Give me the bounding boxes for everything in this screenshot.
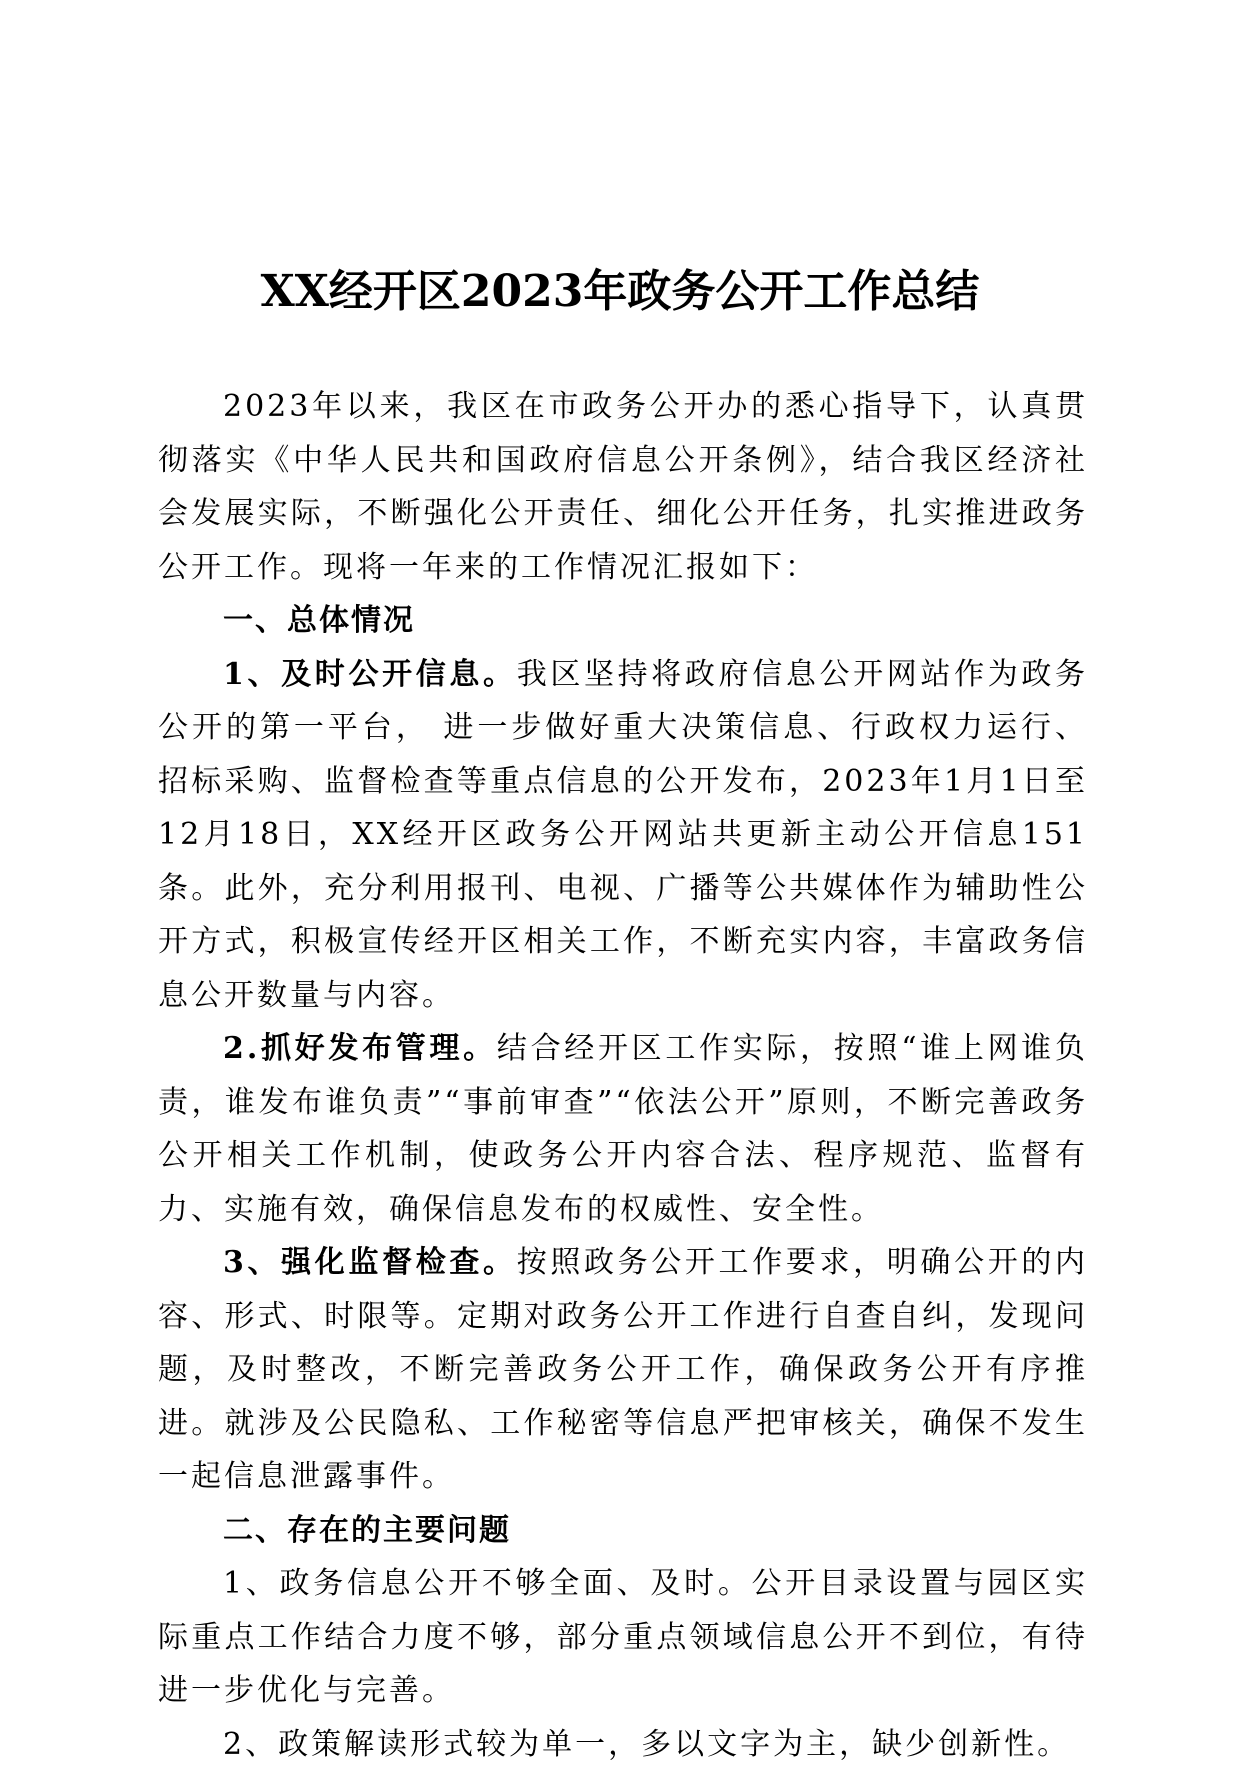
intro-paragraph: 2023年以来，我区在市政务公开办的悉心指导下，认真贯彻落实《中华人民共和国政府信息公开条例》，结合我区经济社会发展实际，不断强化公开责任、细化公开任务，扎实推进政务公开工作。现将一年来的工作情况汇报如下：: [158, 380, 1088, 594]
item-lead: 3、强化监督检查。: [223, 1245, 517, 1280]
item-text: 我区坚持将政府信息公开网站作为政务公开的第一平台， 进一步做好重大决策信息、行政权力运行、招标采购、监督检查等重点信息的公开发布，2023年1月1日至12月18日，XX经开区政务公开网站共更新主动公开信息151条。此外，充分利用报刊、电视、广播等公共媒体作为辅助性公开方式，积极宣传经开区相关工作，不断充实内容，丰富政务信息公开数量与内容。: [158, 657, 1088, 1013]
item-lead: 1、及时公开信息。: [223, 657, 517, 692]
section-heading-problems: 二、存在的主要问题: [158, 1504, 1088, 1558]
section-heading-overview: 一、总体情况: [158, 594, 1088, 648]
document-body: [158, 380, 1088, 1771]
overview-item-2: [158, 1022, 1088, 1236]
overview-item-3: [158, 1236, 1088, 1504]
item-lead: 2.抓好发布管理。: [223, 1031, 497, 1066]
problem-item-2: 2、政策解读形式较为单一，多以文字为主，缺少创新性。: [158, 1718, 1088, 1771]
problem-item-1: 1、政务信息公开不够全面、及时。公开目录设置与园区实际重点工作结合力度不够，部分重点领域信息公开不到位，有待进一步优化与完善。: [158, 1557, 1088, 1718]
overview-item-1: [158, 648, 1088, 1023]
item-text: 按照政务公开工作要求，明确公开的内容、形式、时限等。定期对政务公开工作进行自查自纠，发现问题，及时整改，不断完善政务公开工作，确保政务公开有序推进。就涉及公民隐私、工作秘密等信息严把审核关，确保不发生一起信息泄露事件。: [158, 1245, 1088, 1494]
document-title: XX经开区2023年政务公开工作总结: [0, 262, 1240, 322]
item-text: 结合经开区工作实际，按照“谁上网谁负责，谁发布谁负责”“事前审查”“依法公开”原则，不断完善政务公开相关工作机制，使政务公开内容合法、程序规范、监督有力、实施有效，确保信息发布的权威性、安全性。: [158, 1031, 1088, 1227]
